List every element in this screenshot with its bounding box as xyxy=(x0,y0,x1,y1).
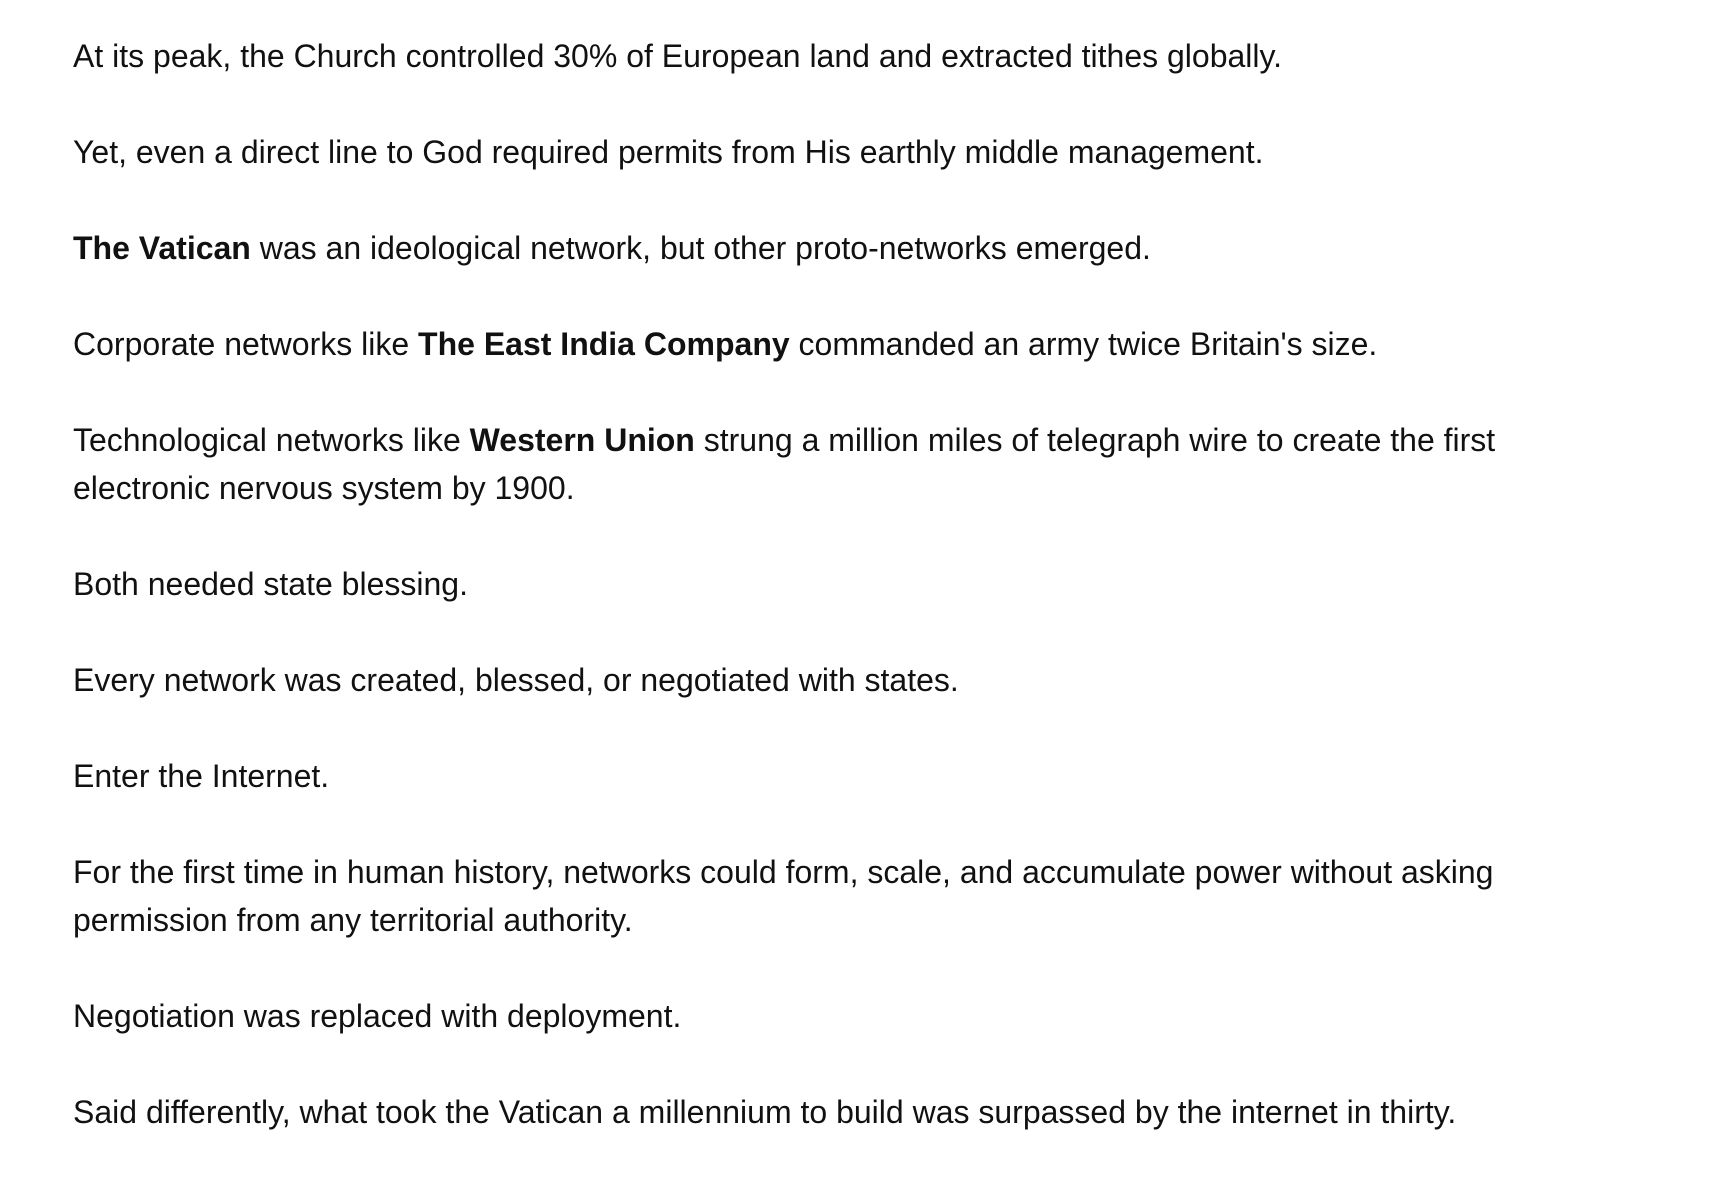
paragraph-negotiated-with-states: Every network was created, blessed, or negotiated with states. xyxy=(73,662,959,698)
paragraph-western-union xyxy=(73,416,1563,512)
paragraph-vatican-network xyxy=(73,224,1593,272)
paragraph-east-india-company xyxy=(73,320,1593,368)
bold-term-western-union: Western Union xyxy=(469,422,695,458)
paragraph-text: was an ideological network, but other proto-networks emerged. xyxy=(250,230,1151,266)
paragraph-text: Technological networks like xyxy=(73,422,470,458)
paragraph-enter-internet: Enter the Internet. xyxy=(73,758,330,794)
paragraph-text: Corporate networks like xyxy=(73,326,419,362)
paragraph-deployment: Negotiation was replaced with deployment. xyxy=(73,998,682,1034)
paragraph-first-time-history: For the first time in human history, networks could form, scale, and accumulate power without asking permission from any territorial authority. xyxy=(73,854,1494,938)
bold-term-vatican: The Vatican xyxy=(73,230,251,266)
bold-term-east-india-company: The East India Company xyxy=(418,326,790,362)
paragraph-said-differently: Said differently, what took the Vatican a millennium to build was surpassed by the internet in thirty. xyxy=(73,1094,1457,1130)
paragraph-church-land: At its peak, the Church controlled 30% of European land and extracted tithes globally. xyxy=(73,38,1283,74)
paragraph-state-blessing: Both needed state blessing. xyxy=(73,566,468,602)
article-body xyxy=(73,32,1593,1184)
paragraph-text: strung a million miles of telegraph wire to create the first electronic nervous system by 1900. xyxy=(73,422,1496,506)
paragraph-permits: Yet, even a direct line to God required permits from His earthly middle management. xyxy=(73,134,1264,170)
paragraph-text: commanded an army twice Britain's size. xyxy=(789,326,1378,362)
